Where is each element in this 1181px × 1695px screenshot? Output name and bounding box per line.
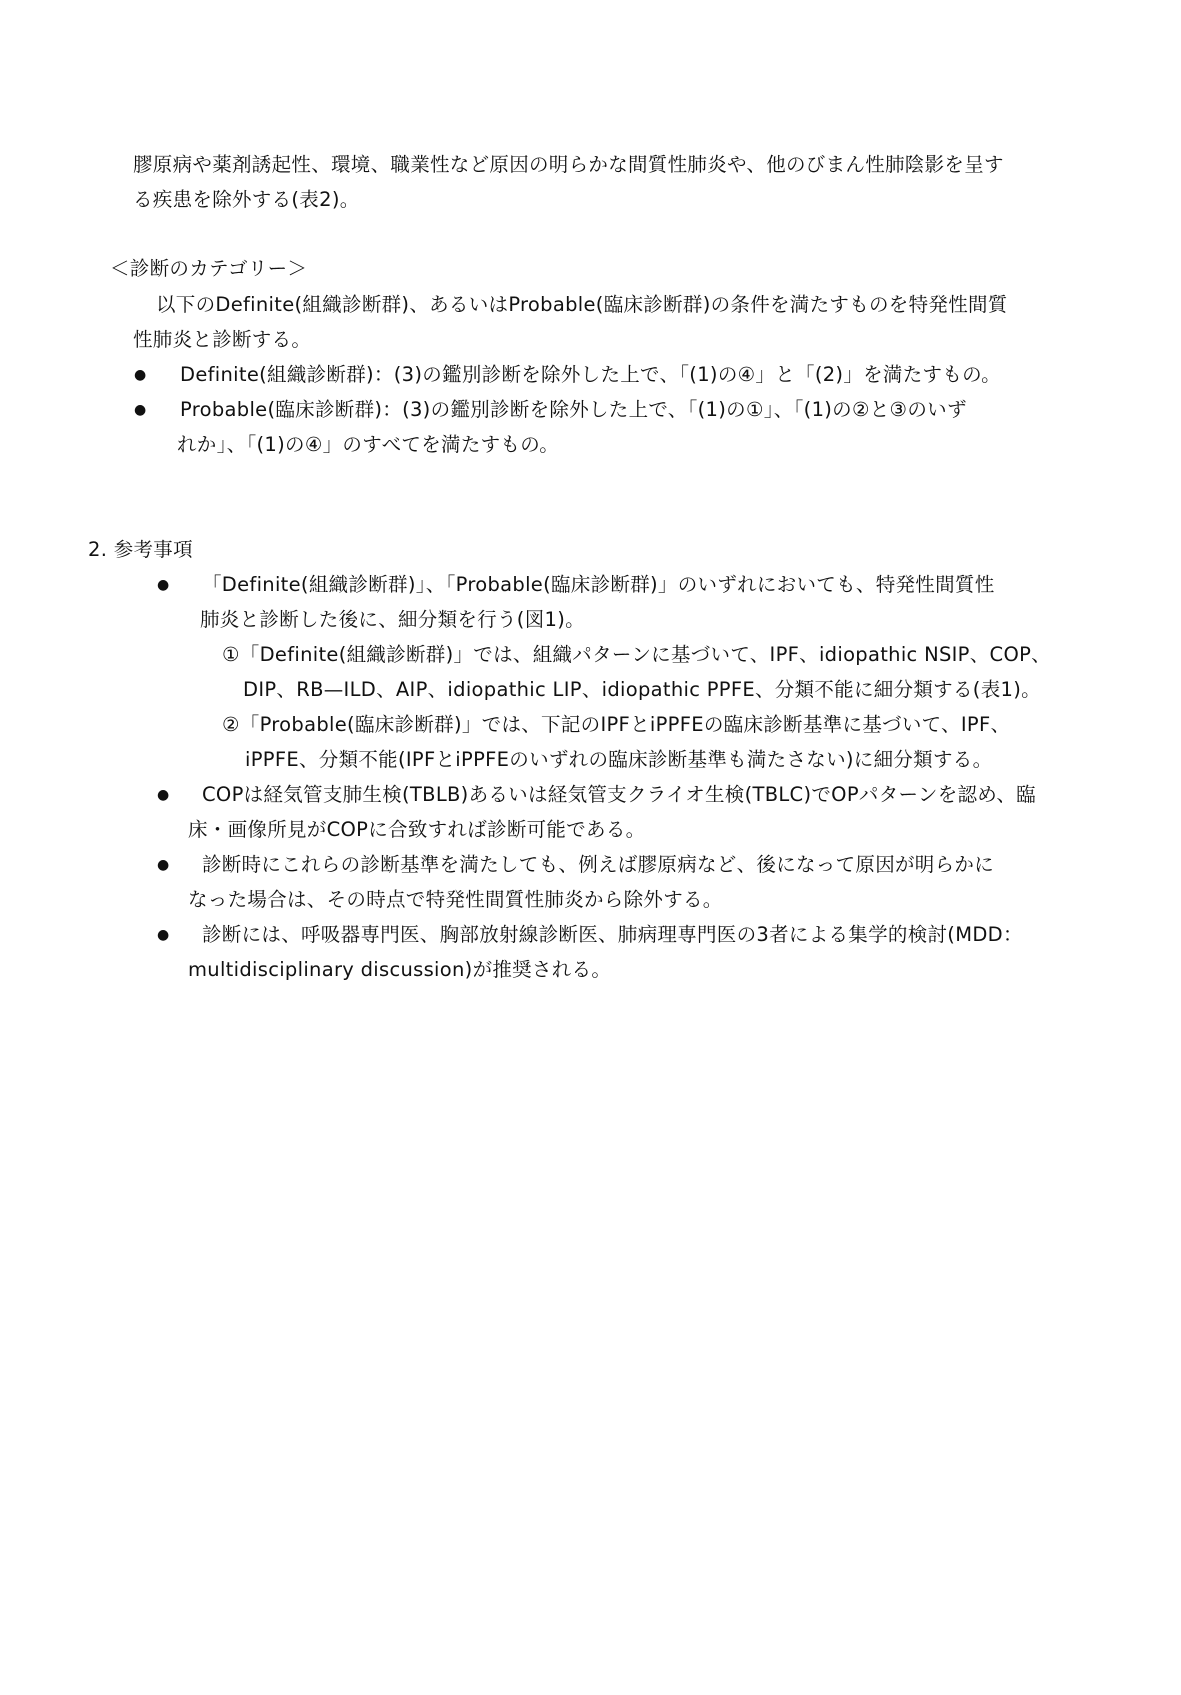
notes-heading: 2. 参考事項 bbox=[88, 538, 193, 561]
notes-item-4-line-2: multidisciplinary discussion)が推奨される。 bbox=[188, 958, 612, 981]
notes-item-1-line-2: 肺炎と診断した後に、細分類を行う(図1)。 bbox=[200, 608, 585, 631]
bullet-icon: ● bbox=[157, 787, 170, 803]
notes-subitem-2-line-2: iPPFE、分類不能(IPFとiPPFEのいずれの臨床診断基準も満たさない)に細分類する。 bbox=[245, 748, 993, 771]
notes-item-2-line-2: 床・画像所見がCOPに合致すれば診断可能である。 bbox=[188, 818, 646, 841]
notes-item-1-line-1: 「Definite(組織診断群)」、「Probable(臨床診断群)」のいずれにおいても、特発性間質性 bbox=[202, 573, 995, 596]
category-paragraph-line-2: 性肺炎と診断する。 bbox=[133, 328, 312, 351]
notes-item-3-line-2: なった場合は、その時点で特発性間質性肺炎から除外する。 bbox=[188, 888, 723, 911]
notes-subitem-2-line-1: ②「Probable(臨床診断群)」では、下記のIPFとiPPFEの臨床診断基準に基づいて、IPF、 bbox=[222, 713, 1011, 736]
bullet-icon: ● bbox=[157, 577, 170, 593]
category-heading: ＜診断のカテゴリー＞ bbox=[110, 257, 308, 280]
notes-item-3-line-1: 診断時にこれらの診断基準を満たしても、例えば膠原病など、後になって原因が明らかに bbox=[202, 853, 994, 876]
notes-subitem-1-line-2: DIP、RB—ILD、AIP、idiopathic LIP、idiopathic PPFE、分類不能に細分類する(表1)。 bbox=[243, 678, 1041, 701]
bullet-icon: ● bbox=[134, 402, 147, 418]
category-item-probable-line-2: れか」、「(1)の④」のすべてを満たすもの。 bbox=[177, 433, 560, 456]
notes-item-4-line-1: 診断には、呼吸器専門医、胸部放射線診断医、肺病理専門医の3者による集学的検討(MDD： bbox=[202, 923, 1023, 946]
bullet-icon: ● bbox=[134, 367, 147, 383]
intro-line-1: 膠原病や薬剤誘起性、環境、職業性など原因の明らかな間質性肺炎や、他のびまん性肺陰影を呈す bbox=[133, 153, 1004, 176]
category-item-probable-line-1: Probable(臨床診断群)：(3)の鑑別診断を除外した上で、「(1)の①」、「(1)の②と③のいず bbox=[180, 398, 967, 421]
bullet-icon: ● bbox=[157, 927, 170, 943]
notes-item-2-line-1: COPは経気管支肺生検(TBLB)あるいは経気管支クライオ生検(TBLC)でOPパターンを認め、臨 bbox=[202, 783, 1036, 806]
bullet-icon: ● bbox=[157, 857, 170, 873]
category-paragraph-line-1: 以下のDefinite(組織診断群)、あるいはProbable(臨床診断群)の条件を満たすものを特発性間質 bbox=[156, 293, 1008, 316]
notes-subitem-1-line-1: ①「Definite(組織診断群)」では、組織パターンに基づいて、IPF、idiopathic NSIP、COP、 bbox=[222, 643, 1051, 666]
category-item-definite: Definite(組織診断群)：(3)の鑑別診断を除外した上で、「(1)の④」と「(2)」を満たすもの。 bbox=[180, 363, 1001, 386]
intro-line-2: る疾患を除外する(表2)。 bbox=[133, 188, 360, 211]
